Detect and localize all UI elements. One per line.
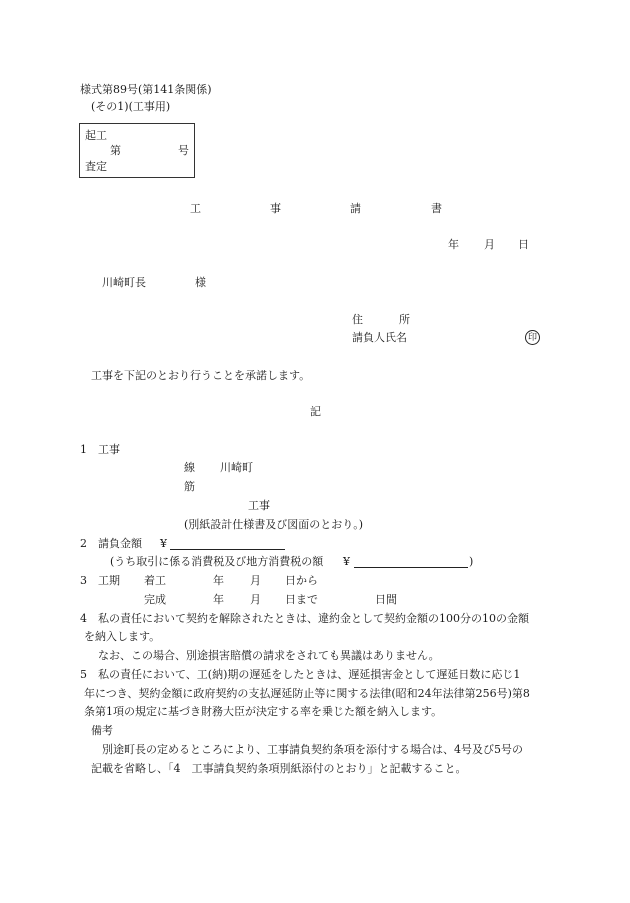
yen-sign: ¥ <box>160 537 167 550</box>
item-4-number: 4 <box>80 612 87 625</box>
form-subtitle: (その1)(工事用) <box>91 100 171 113</box>
box-kikou: 起工 <box>85 129 107 142</box>
item-1-label: 工事 <box>98 443 120 456</box>
start-year: 年 <box>213 574 224 587</box>
date-year: 年 <box>448 238 459 251</box>
item-4-line-2: を納入します。 <box>84 630 161 643</box>
contractor-name-label: 請負人氏名 <box>352 331 407 344</box>
item-5-line-1: 私の責任において、工(納)期の遅延をしたときは、遅延損害金として遅延日数に応じ1 <box>98 668 521 681</box>
line-suji: 筋 <box>184 480 195 493</box>
addressee-honorific: 様 <box>195 276 206 289</box>
box-satei: 査定 <box>85 160 107 173</box>
tax-yen-sign: ¥ <box>343 555 350 568</box>
remarks-label: 備考 <box>91 724 113 737</box>
title-char-3: 請 <box>350 202 361 215</box>
item-5-line-2: 年につき、契約金額に政府契約の支払遅延防止等に関する法律(昭和24年法律第256号)第8 <box>84 687 530 700</box>
days-label: 日間 <box>375 593 397 606</box>
item-1-number: 1 <box>80 443 87 456</box>
end-until: 日まで <box>285 593 318 606</box>
item-5-line-3: 条第1項の規定に基づき財務大臣が決定する率を乗じた額を納入します。 <box>84 705 443 718</box>
item-2-number: 2 <box>80 537 87 550</box>
end-label: 完成 <box>144 593 166 606</box>
item-3-number: 3 <box>80 574 87 587</box>
line-sen: 線 <box>184 461 195 474</box>
addressee-name: 川崎町長 <box>102 276 146 289</box>
title-char-2: 事 <box>270 202 281 215</box>
date-day: 日 <box>518 238 529 251</box>
start-from: 日から <box>285 574 318 587</box>
item-4-line-3: なお、この場合、別途損害賠償の請求をされても異議はありません。 <box>98 649 440 662</box>
intro-text: 工事を下記のとおり行うことを承諾します。 <box>91 369 311 382</box>
amount-blank-line <box>170 538 285 550</box>
address-label-a: 住 <box>352 313 363 326</box>
ki-heading: 記 <box>310 405 321 418</box>
start-month: 月 <box>250 574 261 587</box>
start-label: 着工 <box>144 574 166 587</box>
item-5-number: 5 <box>80 668 87 681</box>
item-3-label: 工期 <box>98 574 120 587</box>
title-char-4: 書 <box>431 202 442 215</box>
kouji-text: 工事 <box>248 499 270 512</box>
seal-mark: 印 <box>525 330 540 345</box>
remarks-line-2: 記載を省略し、「4 工事請負契約条項別紙添付のとおり」と記載すること。 <box>91 762 467 775</box>
tax-blank-line <box>354 556 468 568</box>
tax-close: ) <box>469 555 474 568</box>
title-char-1: 工 <box>190 202 201 215</box>
spec-note: (別紙設計仕様書及び図面のとおり。) <box>184 518 364 531</box>
address-label-b: 所 <box>399 313 410 326</box>
end-year: 年 <box>213 593 224 606</box>
remarks-line-1: 別途町長の定めるところにより、工事請負契約条項を添付する場合は、4号及び5号の <box>102 743 523 756</box>
item-4-line-1: 私の責任において契約を解除されたときは、違約金として契約金額の100分の10の金額 <box>98 612 529 625</box>
form-number: 様式第89号(第141条関係) <box>80 83 212 96</box>
town-name: 川崎町 <box>220 461 253 474</box>
box-gou: 号 <box>178 144 189 157</box>
date-month: 月 <box>484 238 495 251</box>
end-month: 月 <box>250 593 261 606</box>
tax-text: (うち取引に係る消費税及び地方消費税の額 <box>110 555 324 568</box>
box-dai: 第 <box>110 144 121 157</box>
item-2-label: 請負金額 <box>98 537 142 550</box>
